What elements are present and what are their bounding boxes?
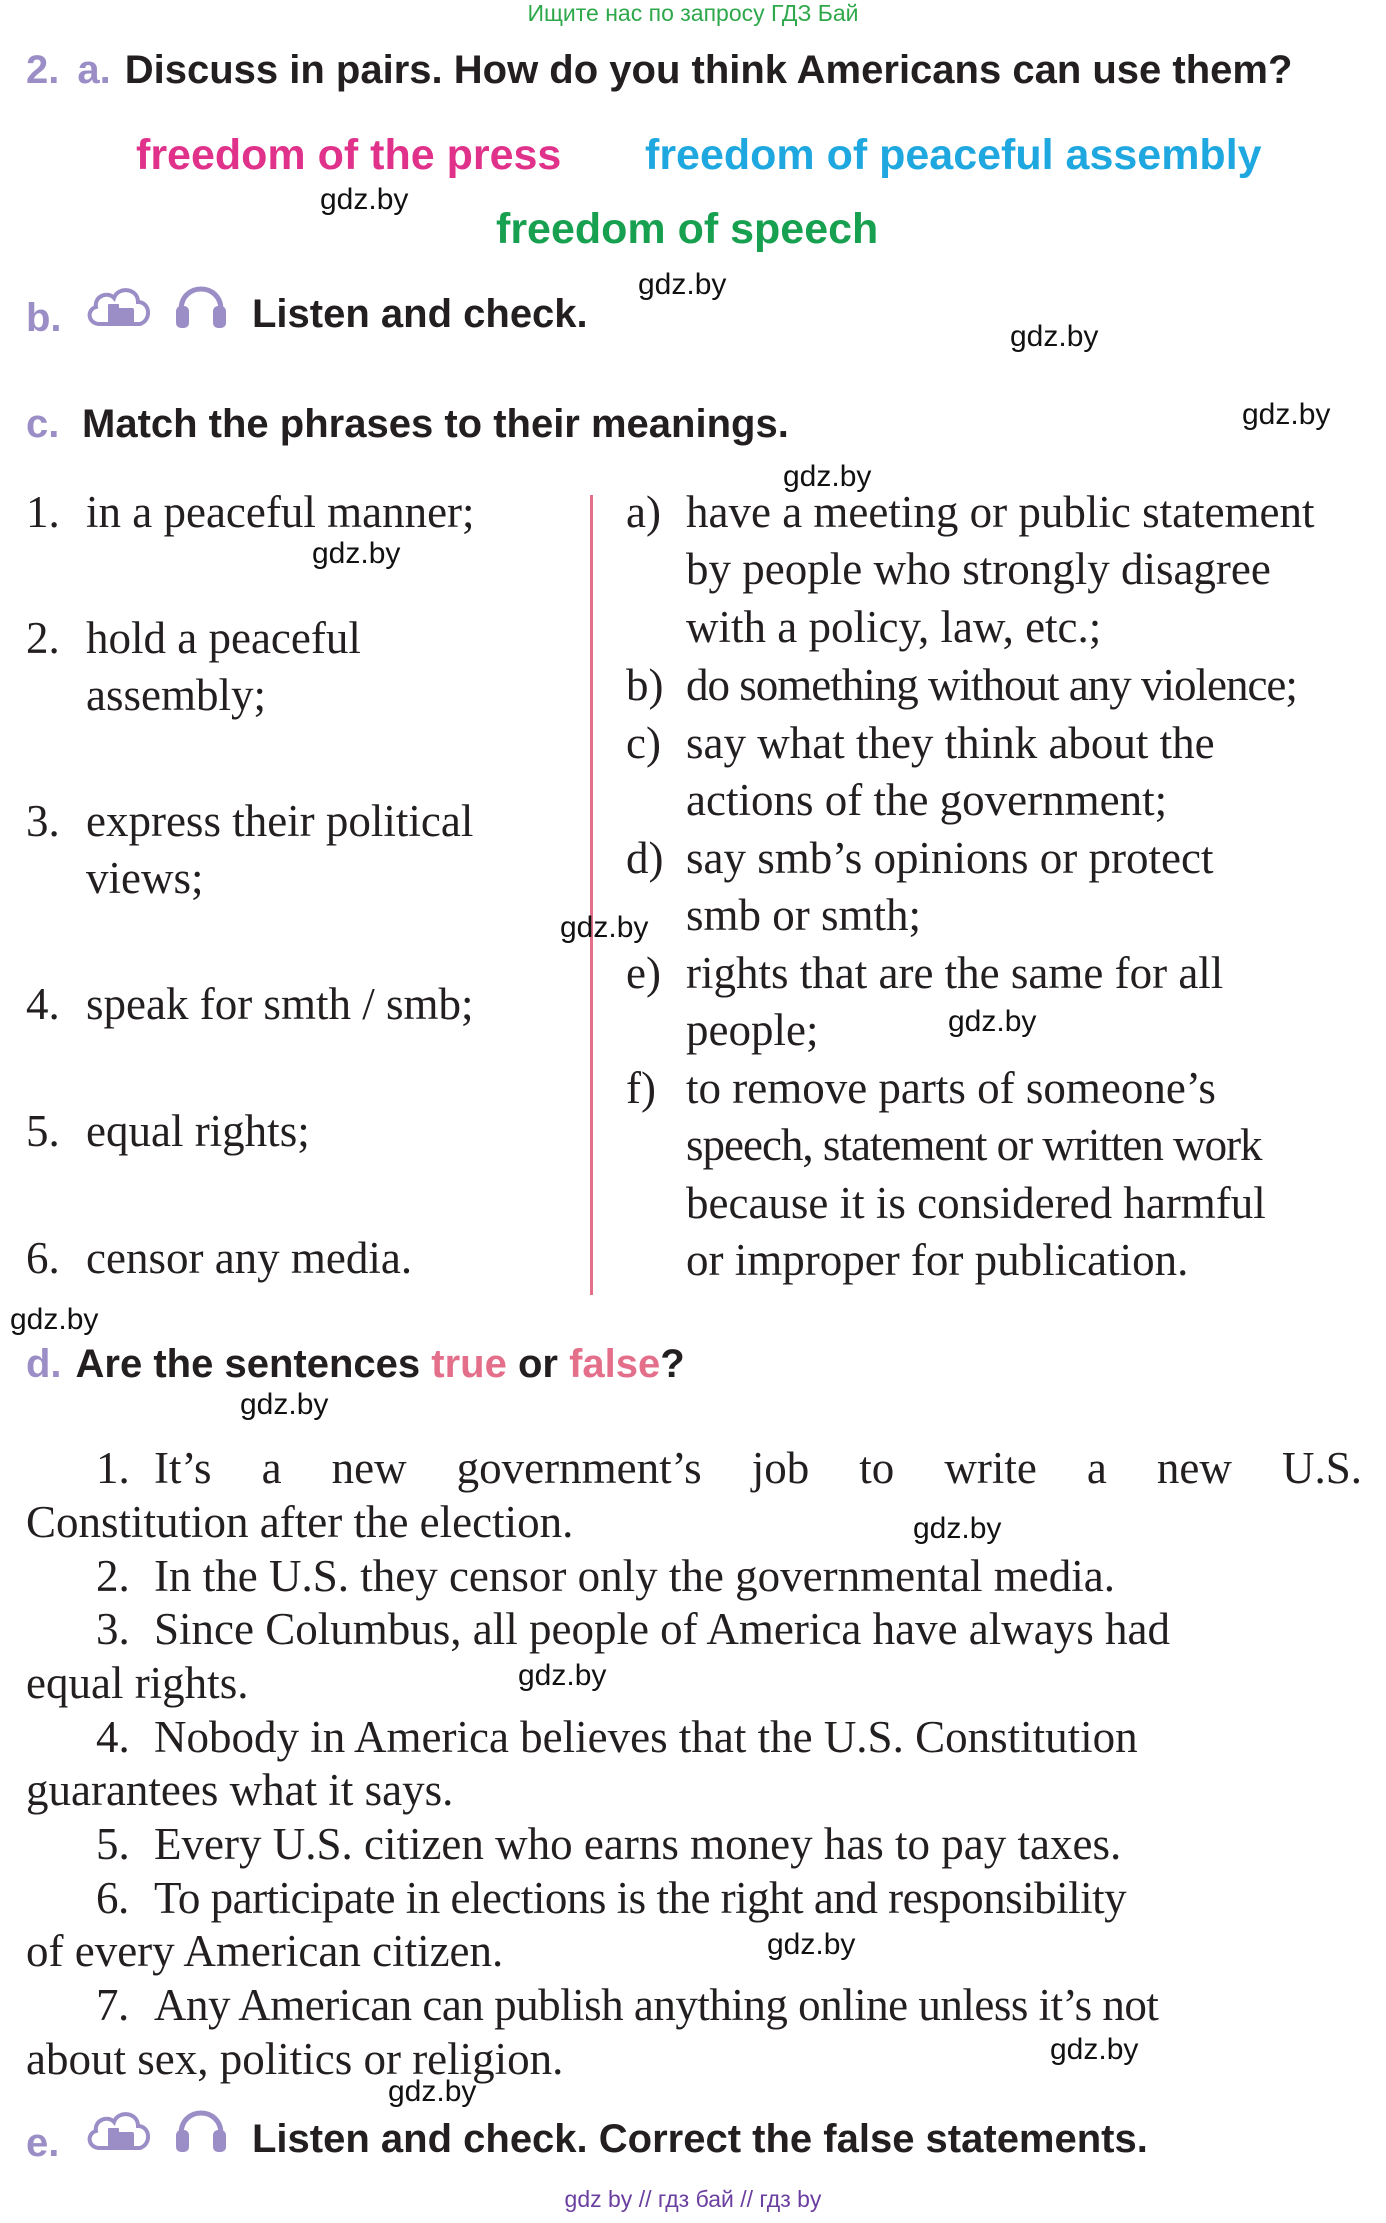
watermark: gdz.by [240, 1388, 329, 1421]
sentence-6-cont: of every American citizen. [26, 1926, 504, 1976]
right-item-f-line-2: speech, statement or written work [686, 1120, 1262, 1170]
sentence-4: 4. Nobody in America believes that the U.S. Constitution [96, 1712, 1138, 1762]
sentence-1-cont: Constitution after the election. [26, 1497, 574, 1547]
right-item-b-line-1: do something without any violence; [686, 660, 1297, 710]
left-item-1: 1. in a peaceful manner; [26, 487, 475, 537]
watermark: gdz.by [320, 183, 409, 216]
sentence-7: 7. Any American can publish anything online unless it’s not [96, 1980, 1159, 2030]
question-mark: ? [660, 1342, 685, 1386]
right-item-b-letter: b) [626, 660, 664, 710]
phrase-freedom-of-assembly: freedom of peaceful assembly [645, 131, 1262, 179]
task-letter-b: b. [26, 296, 62, 340]
task-a-instruction: Discuss in pairs. How do you think Americans can use them? [124, 48, 1293, 92]
watermark: gdz.by [1010, 320, 1099, 353]
left-item-5: 5. equal rights; [26, 1106, 310, 1156]
sentence-3: 3. Since Columbus, all people of America have always had [96, 1604, 1170, 1654]
right-item-a-line-2: by people who strongly disagree [686, 544, 1271, 594]
watermark: gdz.by [638, 268, 727, 301]
right-item-f-line-4: or improper for publication. [686, 1235, 1189, 1285]
false-word: false [569, 1342, 661, 1386]
watermark: gdz.by [1242, 398, 1331, 431]
sentence-4-cont: guarantees what it says. [26, 1765, 454, 1815]
right-item-f-letter: f) [626, 1063, 656, 1113]
column-divider [590, 495, 593, 1295]
watermark: gdz.by [948, 1005, 1037, 1038]
left-item-2: 2. hold a peaceful [26, 613, 361, 663]
top-note: Ищите нас по запросу ГДЗ Бай [527, 0, 859, 26]
right-item-d-line-2: smb or smth; [686, 890, 922, 940]
right-item-e-letter: e) [626, 948, 661, 998]
footer: gdz by // гдз бай // гдз by [564, 2186, 822, 2212]
sentence-2: 2. In the U.S. they censor only the governmental media. [96, 1551, 1115, 1601]
task-d-text: Are the sentences [75, 1342, 432, 1386]
right-item-f-line-1: to remove parts of someone’s [686, 1063, 1216, 1113]
right-item-d-letter: d) [626, 833, 664, 883]
true-word: true [431, 1342, 507, 1386]
task-letter-a: a. [77, 48, 111, 92]
task-2a-header [26, 48, 1292, 93]
task-letter-d: d. [26, 1342, 62, 1386]
watermark: gdz.by [388, 2075, 477, 2108]
sentence-3-cont: equal rights. [26, 1658, 249, 1708]
watermark: gdz.by [10, 1303, 99, 1336]
right-item-e-line-1: rights that are the same for all [686, 948, 1224, 998]
right-item-c-letter: c) [626, 718, 661, 768]
phrase-freedom-of-speech: freedom of speech [496, 205, 879, 253]
left-item-6: 6. censor any media. [26, 1233, 413, 1283]
left-item-2-cont: assembly; [86, 670, 266, 720]
right-item-a-line-3: with a policy, law, etc.; [686, 602, 1102, 652]
right-item-c-line-1: say what they think about the [686, 718, 1215, 768]
task-2d-header [26, 1342, 685, 1387]
task-c-instruction: Match the phrases to their meanings. [82, 402, 789, 446]
right-item-e-line-2: people; [686, 1005, 819, 1055]
phrase-freedom-of-press: freedom of the press [136, 131, 562, 179]
or-word: or [506, 1342, 570, 1386]
watermark: gdz.by [913, 1512, 1002, 1545]
right-item-a-line-1: have a meeting or public statement [686, 487, 1315, 537]
right-item-c-line-2: actions of the government; [686, 775, 1168, 825]
watermark: gdz.by [518, 1659, 607, 1692]
left-item-3: 3. express their political [26, 796, 474, 846]
headphones-icon[interactable] [173, 272, 229, 334]
left-item-4: 4. speak for smth / smb; [26, 979, 474, 1029]
right-item-f-line-3: because it is considered harmful [686, 1178, 1266, 1228]
sentence-7-cont: about sex, politics or religion. [26, 2034, 564, 2084]
watermark: gdz.by [767, 1928, 856, 1961]
task-number: 2. [26, 48, 60, 92]
watermark: gdz.by [1050, 2033, 1139, 2066]
right-item-a-letter: a) [626, 487, 661, 537]
headphones-icon[interactable] [173, 2096, 229, 2158]
task-letter-c: c. [26, 402, 60, 446]
sentence-6: 6. To participate in elections is the right and responsibility [96, 1873, 1127, 1923]
watermark: gdz.by [560, 911, 649, 944]
sentence-1: 1. It’s a new government’s job to write a new U.S. [96, 1443, 1362, 1493]
left-item-3-cont: views; [86, 853, 204, 903]
cloud-folder-icon[interactable] [84, 280, 154, 336]
task-b-instruction: Listen and check. [252, 292, 588, 336]
task-e-instruction: Listen and check. Correct the false statements. [252, 2117, 1148, 2161]
task-letter-e: e. [26, 2121, 60, 2165]
cloud-folder-icon[interactable] [84, 2104, 154, 2160]
watermark: gdz.by [783, 460, 872, 493]
watermark: gdz.by [312, 537, 401, 570]
sentence-5: 5. Every U.S. citizen who earns money has to pay taxes. [96, 1819, 1122, 1869]
right-item-d-line-1: say smb’s opinions or protect [686, 833, 1214, 883]
